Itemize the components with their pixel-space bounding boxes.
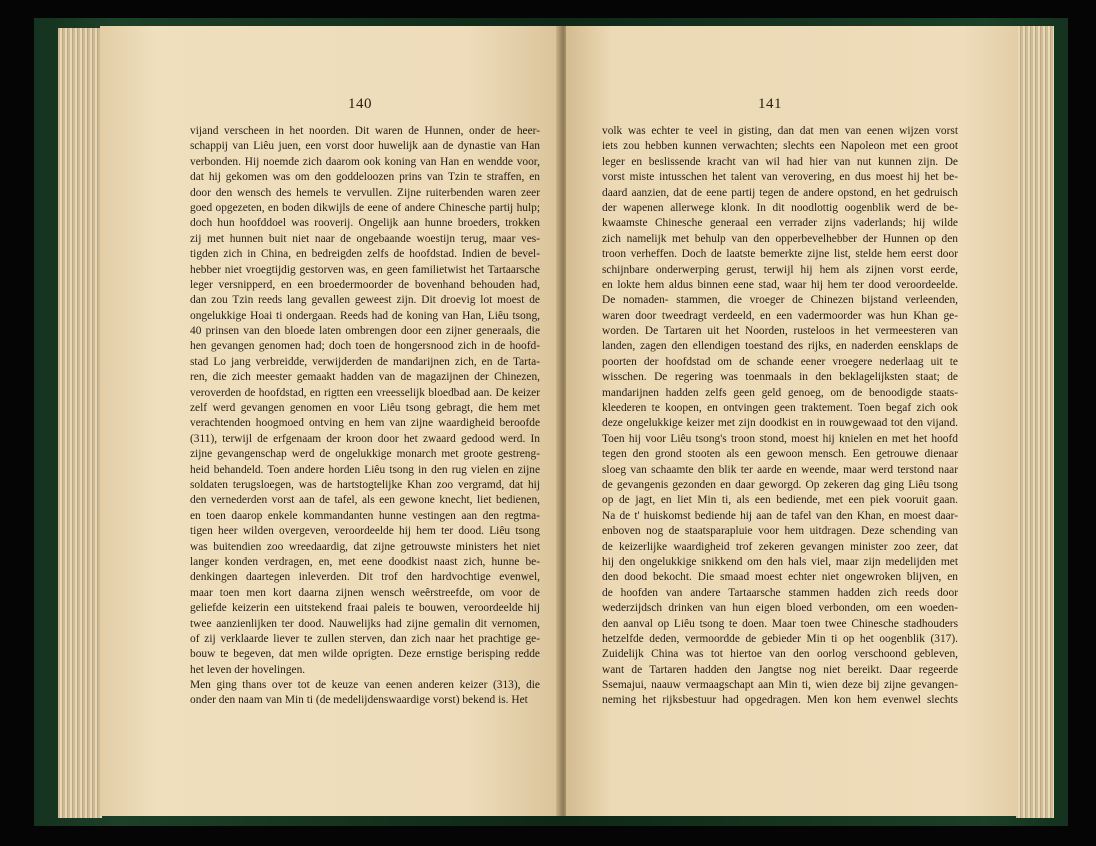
text-line: troon verheffen. Doch de laatste bemerkte zijne list, stelde hem eerst door xyxy=(602,248,958,261)
text-line: Na de t' huiskomst bediende hij aan de tafel van den Khan, en moest daar- xyxy=(602,509,958,522)
text-line: veroverden de hoofdstad, en rigtten een vreesselijk bloedbad aan. De keizer xyxy=(190,386,540,399)
text-line: twee aanzienlijken ter dood. Nauwelijks had zijne gemalin dit vernomen, xyxy=(190,617,540,630)
text-line: Toen hij voor Liêu tsong's troon stond, moest hij knielen en met het hoofd xyxy=(602,432,958,445)
text-line: tigen heer wilden overgeven, veroordeelde hij hem ter dood. Liêu tsong xyxy=(190,525,540,538)
text-line: (311), terwijl de erfgenaam der kroon door het zwaard gedood werd. In xyxy=(190,432,540,445)
left-page-text xyxy=(190,124,540,709)
text-line: deze ongelukkige keizer met zijn doodkist en in rouwgewaad tot den vijand. xyxy=(602,417,958,430)
text-line: den dood bekocht. Die smaad moest echter niet ongewroken blijven, en xyxy=(602,571,958,584)
text-line: verbonden. Hij noemde zich daarom ook koning van Han en wendde voor, xyxy=(190,155,540,168)
text-line: bouw te begeven, dat men wilde oprigten. Deze ernstige berisping redde xyxy=(190,648,540,661)
text-line: tegen den grond stooten als een gewoon mensch. Een getrouwe dienaar xyxy=(602,448,958,461)
text-line: worden. De Tartaren uit het Noorden, rusteloos in het vermeesteren van xyxy=(602,325,958,338)
text-line: kwaamste Chinesche generaal een verrader zijns vaderlands; hij wilde xyxy=(602,217,958,230)
text-line: of zij verklaarde liever te zullen sterven, dan zich naar het prachtige ge- xyxy=(190,632,540,645)
text-line: soldaten terugsloegen, was de hartstogtelijke Khan zoo vergramd, dat hij xyxy=(190,478,540,491)
text-line: en toen daarop enkele kommandanten hunne vestingen aan den regtma- xyxy=(190,509,540,522)
text-line: goed opgezeten, en boden dikwijls de eene of andere Chinesche partij hulp; xyxy=(190,201,540,214)
text-line: onder den naam van Min ti (de medelijdenswaardige vorst) bekend is. Het xyxy=(190,694,528,707)
text-line: heid behandeld. Toen andere horden Liêu tsong in den rug vielen en zijne xyxy=(190,463,540,476)
text-line: iets zou hebben kunnen verwachten; slechts een Napoleon met een groot xyxy=(602,140,958,153)
text-line: de hoofden van andere Tartaarsche stammen hadden zich reeds door xyxy=(602,586,958,599)
page-number-right: 141 xyxy=(758,96,782,112)
text-line: op de jagt, en liet Min ti, als een bediende, met een piek vooruit gaan. xyxy=(602,494,958,507)
text-line: waren door tweedragt verdeeld, en een vadermoorder was hun Khan ge- xyxy=(602,309,958,322)
text-line: tigden zich in China, en bedreigden zelfs de hoofdstad. Indien de bevel- xyxy=(190,248,540,261)
text-line: stad Lo jang verbreidde, verwijderden de mandarijnen zich, en de Tarta- xyxy=(190,355,540,368)
text-line: landen, zagen den ellendigen toestand des rijks, en naderden eensklaps de xyxy=(602,340,958,353)
text-line: zich namelijk met behulp van den opperbevelhebber der Hunnen op den xyxy=(602,232,958,245)
text-line: sloeg van schaamte den blik ter aarde en weende, maar werd terstond naar xyxy=(602,463,958,476)
text-line: door den wensch des hemels te vervullen. Zijne ruiterbenden waren zeer xyxy=(190,186,540,199)
text-line: zijne gevangenschap werd de ongelukkige monarch met groote gestreng- xyxy=(190,448,540,461)
text-line: het leven der hovelingen. xyxy=(190,663,306,676)
page-edges-right xyxy=(1016,26,1054,818)
text-line: schijnbare onderwerping gerust, terwijl hij hem als zijnen vorst eerde, xyxy=(602,263,958,276)
text-line: geliefde keizerin een uitstekend fraai paleis te bouwen, veroordeelde hij xyxy=(190,602,540,615)
text-line: vorst miste intusschen het talent van verovering, en dus moest hij het be- xyxy=(602,171,958,184)
text-line: dan zou Tzin reeds lang gevallen geweest zijn. Dit droevig lot moest de xyxy=(190,294,540,307)
text-line: zelf werd gevangen genomen en voor Liêu tsong gebragt, die hem met xyxy=(190,402,540,415)
text-line: langer konden verdragen, en, met eene doodkist naast zich, hunne be- xyxy=(190,555,540,568)
text-line: neming het rijksbestuur had opgedragen. Men kon hem evenwel slechts xyxy=(602,694,958,707)
text-line: wederzijdsch drinken van hun eigen bloed verbonden, om een woeden- xyxy=(602,602,958,615)
text-line: hij den ongelukkige snikkend om den hals viel, maar zijn medelijden met xyxy=(602,555,958,568)
text-line: vijand verscheen in het noorden. Dit waren de Hunnen, onder de heer- xyxy=(190,125,540,137)
text-line: dat hij gekomen was om den goddeloozen prins van Tzin te straffen, en xyxy=(190,171,540,184)
page-edges-left xyxy=(58,28,102,818)
text-line: leger versnipperd, en een broedermoorder de bovenhand behouden had, xyxy=(190,278,540,291)
text-line: hetzelfde deden, vermoordde de gebieder Min ti op het oogenblik (317). xyxy=(602,632,958,645)
text-line: der wapenen allerwege klonk. In dit noodlottig oogenblik werd de be- xyxy=(602,201,958,214)
text-line: den aanval op Liêu tsong te doen. Maar toen twee Chinesche stadhouders xyxy=(602,617,958,630)
text-line: zij met hunnen buit niet naar de ongebaande woestijn terug, maar ves- xyxy=(190,232,540,245)
text-line: doch hun hoofddoel was rooverij. Ongelijk aan hunne broeders, trokken xyxy=(190,217,540,230)
text-line: de keizerlijke waardigheid trof zekeren gevangen minister zoo zeer, dat xyxy=(602,540,958,553)
text-line: en lokte hem aldus binnen eene stad, waar hij hem ter dood veroordeelde. xyxy=(602,278,958,291)
right-page-text xyxy=(602,124,958,709)
text-line: hen gevangen genomen had; doch toen de hongersnood zich in de hoofd- xyxy=(190,340,540,353)
text-line: want de Tartaren hadden den Jangtse nog niet bereikt. Daar regeerde xyxy=(602,663,958,676)
text-line: Zuidelijk China was tot hiertoe van den oorlog verschoond gebleven, xyxy=(602,648,958,661)
text-line: Ssemajui, naauw vermaagschapt aan Min ti, wien deze bij zijne gevangen- xyxy=(602,679,958,692)
text-line: 40 prinsen van den bloede laten ombrengen door een zijner generaals, die xyxy=(190,325,540,338)
text-line: leger en beslissende kracht van wil had hier van nut kunnen zijn. De xyxy=(602,155,958,168)
text-line: Men ging thans over tot de keuze van eenen anderen keizer (313), die xyxy=(190,679,540,692)
text-line: denkingen daartegen inleverden. Dit trof den hardvochtige evenwel, xyxy=(190,571,540,584)
text-line: maar toen men kort daarna zijnen wensch weêrstreefde, om voor de xyxy=(190,586,540,599)
text-line: daard aanzien, dat de eene partij tegen de andere opstond, en het gedruisch xyxy=(602,186,958,199)
left-page xyxy=(100,26,560,816)
right-page xyxy=(566,26,1018,816)
text-line: mandarijnen hadden zelfs geen geld genoeg, om de benoodigde staats- xyxy=(602,386,958,399)
text-line: den vernederden vorst aan de tafel, als een gewone knecht, liet bedienen, xyxy=(190,494,540,507)
text-line: hebber niet vroegtijdig gestorven was, en geen familietwist het Tartaarsche xyxy=(190,263,540,276)
text-line: De nomaden- stammen, die vroeger de Chinezen bijstand verleenden, xyxy=(602,294,958,307)
text-line: was buitendien zoo wreedaardig, dat zijne getrouwste ministers het niet xyxy=(190,540,540,553)
text-line: ren, die zich meester gemaakt hadden van de magazijnen der Chinezen, xyxy=(190,371,540,384)
text-line: kleederen te koopen, en ontvingen geen traktement. Toen begaf zich ook xyxy=(602,402,958,415)
text-line: poorten der hoofdstad om de schande eener vroegere nederlaag uit te xyxy=(602,355,958,368)
text-line: wisschen. De regering was toenmaals in den beklagelijksten staat; de xyxy=(602,371,958,384)
text-line: volk was echter te veel in gisting, dan dat men van eenen wijzen vorst xyxy=(602,125,958,137)
page-number-left: 140 xyxy=(348,96,372,112)
text-line: enboven nog de staatsparapluie voor hem uitdragen. Deze schending van xyxy=(602,525,958,538)
text-line: ongelukkige Hoai ti ondergaan. Reeds had de koning van Han, Liêu tsong, xyxy=(190,309,540,322)
text-line: verachtenden hoogmoed ontving en hem van zijne waardigheid beroofde xyxy=(190,417,540,430)
text-line: de gevangenis gezonden en daar geworgd. Op zekeren dag ging Liêu tsong xyxy=(602,478,958,491)
text-line: schappij van Liêu juen, een vorst door huwelijk aan de dynastie van Han xyxy=(190,140,540,153)
